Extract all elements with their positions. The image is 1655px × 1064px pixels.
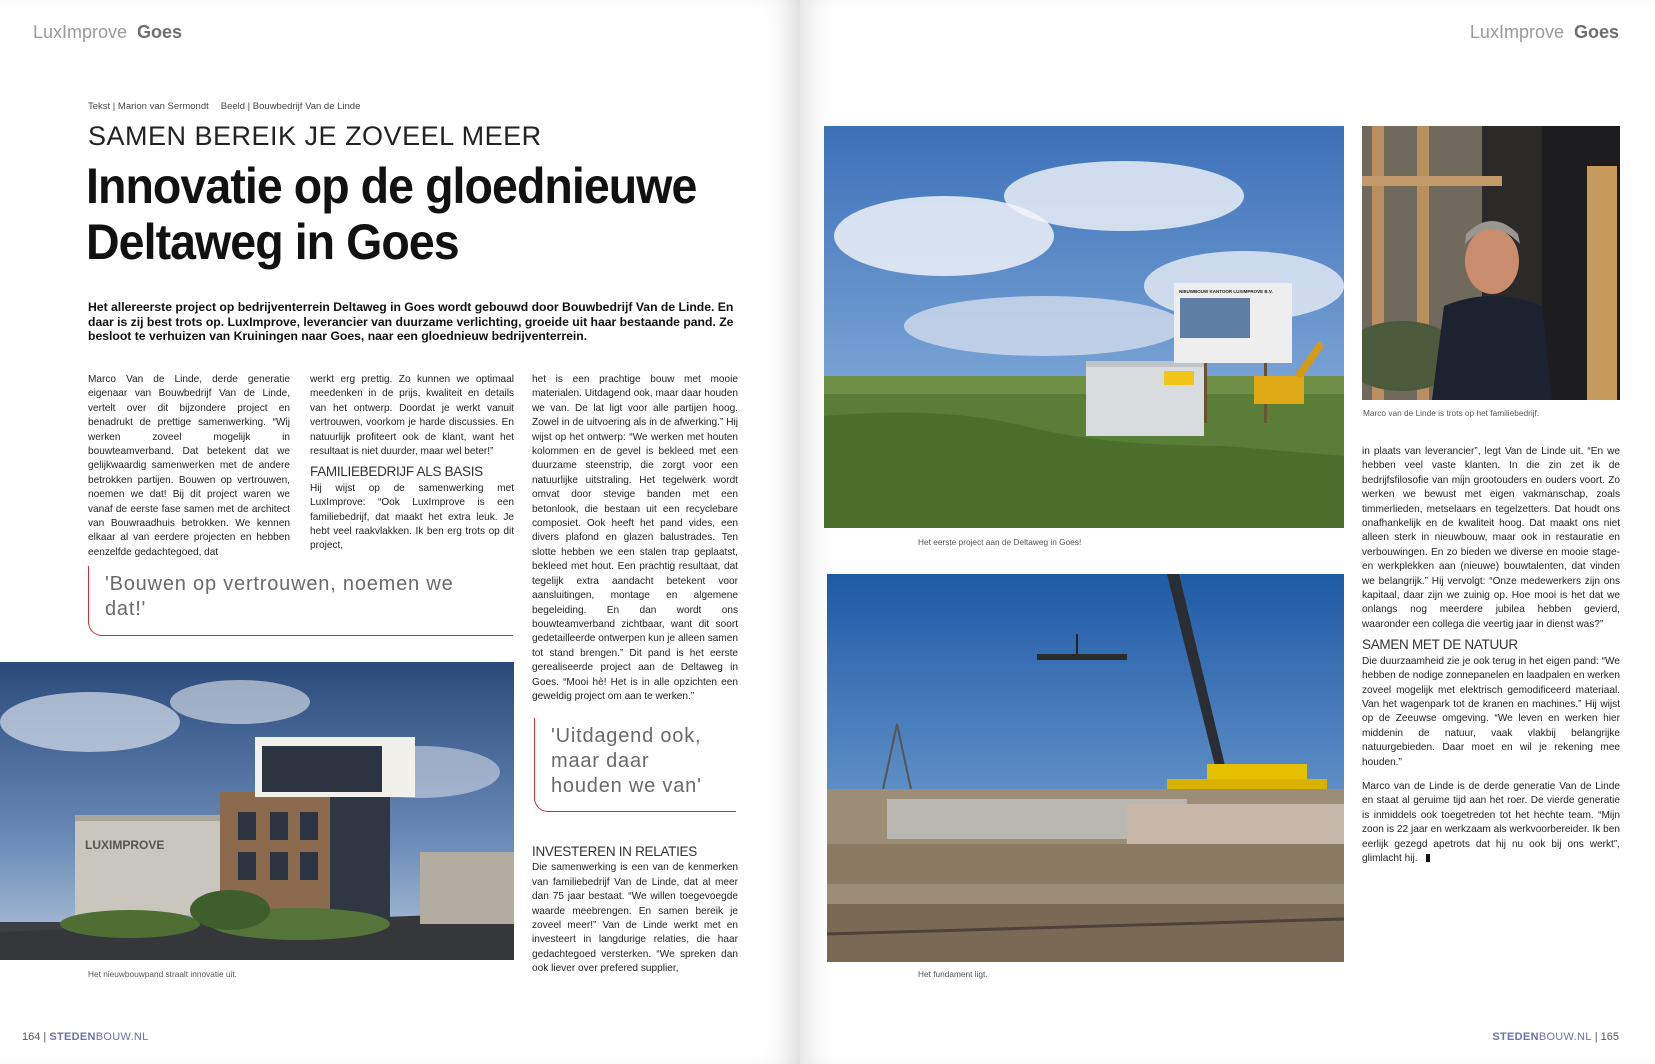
column-5-text-a: in plaats van leverancier”, legt Van de Linde uit. “En we hebben veel vaste klanten. In die zin zet ik de bedrijfsfilosofie van mijn grootouders en ouders voort. Zo werken we bewust met eigen vakmanschap, zoals timmerlieden, metselaars en tegelzetters. Dat houdt ons onafhankelijk en de kwaliteit hoog. Dat maakt ons niet alleen sterk in nieuwbouw, maar ook in restauratie en verbouwingen. En zo bieden we diverse en mooie stage- en werkplekken aan (nieuwe) bouwtalenten, dat vinden we belangrijk.” Hij vervolgt: “Onze medewerkers zijn ons kapitaal, daar zijn we zuinig op. Hoe mooi is het dat we onlangs nog meerdere jubilea hebben gevierd, waaronder een collega die veertig jaar in dienst was?” <box>1362 446 1620 630</box>
foundation-illustration <box>827 574 1344 962</box>
caption-render: Het nieuwbouwpand straalt innovatie uit. <box>88 969 237 979</box>
column-1 <box>88 373 290 566</box>
end-mark <box>1426 854 1430 862</box>
page-number-right: 165 <box>1600 1031 1619 1043</box>
header-brand: LuxImprove <box>33 22 128 42</box>
credit-image: Beeld | Bouwbedrijf Van de Linde <box>220 101 361 112</box>
footer-right: STEDENBOUW.NL | 165 <box>1492 1031 1619 1043</box>
pullquote-1: 'Bouwen op vertrouwen, noemen we dat!' <box>88 566 513 636</box>
running-header-right <box>1470 22 1619 43</box>
render-sign-text: LUXIMPROVE <box>85 838 165 852</box>
header-section-right: Goes <box>1573 22 1619 42</box>
column-1-text: Marco Van de Linde, derde generatie eigenaar van Bouwbedrijf Van de Linde, vertelt over dit bijzondere project en benadrukt de prettige samenwerking. “Wij werken zoveel mogelijk in bouwteamverband. Dat betekent dat we gelijkwaardig samenwerken met de andere betrokken partijen. Bouwen op vertrouwen, noemen we dat! Bij dit project waren we vanaf de eerste fase samen met de architect van Bouwraadhuis betrokken. We kennen elkaar al van eerdere projecten en hebben eenzelfde gedachtegoed, dat <box>88 374 290 558</box>
credits <box>88 101 360 112</box>
column-5-text-c: Marco van de Linde is de derde generatie Van de Linde en staat al geruime tijd aan het roer. De vierde generatie is inmiddels ook toegetreden tot het hechte team. “Mijn zoon is 22 jaar en werkzaam als werkvoorbereider. Ik ben eerlijk gezegd apetrots dat hij nu ook bij ons werkt”, glimlacht hij. <box>1362 780 1620 864</box>
portrait-photo <box>1362 126 1620 400</box>
header-brand-right: LuxImprove <box>1469 22 1564 42</box>
site-photo-illustration <box>824 126 1344 528</box>
caption-site: Het eerste project aan de Deltaweg in Goes! <box>918 537 1082 547</box>
footer-brand-left <box>49 1031 148 1043</box>
column-3 <box>532 373 738 710</box>
footer-brand-right <box>1492 1031 1591 1043</box>
footer-brand-bold-left: STEDEN <box>49 1031 96 1043</box>
column-3-text: het is een prachtige bouw met mooie materialen. Uitdagend ook, maar daar houden we van. De lat ligt voor alle partijen hoog. Zowel in de uitvoering als in de afwerking.” Hij wijst op het ontwerp: “We werken met houten kolommen en de gevel is bekleed met een duurzame steenstrip, die zorgt voor een natuurlijke uitstraling. Het tegelwerk wordt omvat door stevige banden met een betonlook, die bestaan uit een recyclebare composiet. Ook heeft het pand vides, een divers plafond en glazen balustrades. Ten slotte hebben we een stalen trap geplaatst, bekleed met hout. Een prachtig resultaat, dat tegelijk extra aandacht betekent voor aansluitingen, montage en algemene begeleiding. En dan wordt ons bouwteamverband zichtbaar, want dit soort gedetailleerde ontwerpen kun je alleen samen tot stand brengen.” Dit pand is het eerste gerealiseerde project aan de Deltaweg in Goes. “Mooi hè! Het is in alle opzichten een geweldig project om aan te werken.” <box>532 374 738 702</box>
column-4-text: Die samenwerking is een van de kenmerken van familiebedrijf Van de Linde, dat al meer dan 75 jaar bestaat. “We willen toegevoegde waarde meebrengen. En samen bereik je zoveel meer!” Van de Linde werkt met en investeert in langdurige relaties, die haar gedachtegoed versterken. “We spreken dan ook liever over prefered supplier, <box>532 862 738 975</box>
subhead-investeren: INVESTEREN IN RELATIES <box>532 844 697 859</box>
pullquote-2: 'Uitdagend ook, maar daar houden we van' <box>534 718 736 812</box>
page-number-left: 164 <box>22 1031 41 1043</box>
subhead-natuur: SAMEN MET DE NATUUR <box>1362 637 1518 653</box>
footer-brand-bold-right: STEDEN <box>1492 1031 1539 1043</box>
right-page <box>800 0 1655 1064</box>
caption-foundation: Het fundament ligt. <box>918 969 988 979</box>
column-5 <box>1362 445 1620 872</box>
footer-brand-lite-left: BOUW.NL <box>95 1031 149 1043</box>
credit-text: Tekst | Marion van Sermondt <box>88 101 209 112</box>
column-2-text-b: Hij wijst op de samenwerking met LuxImprove: “Ook LuxImprove is een familiebedrijf, dat maakt het extra leuk. Je hebt veel raakvlakken. Ik ben erg trots op dit project, <box>310 482 514 552</box>
footer-left: 164 | STEDENBOUW.NL <box>22 1031 149 1043</box>
intro: Het allereerste project op bedrijventerrein Deltaweg in Goes wordt gebouwd door Bouwbedrijf Van de Linde. En daar is zij best trots op. LuxImprove, leverancier van duurzame verlichting, groeide uit haar bestaande pand. Ze besloot te verhuizen van Kruiningen naar Goes, naar een gloednieuw bedrijventerrein. <box>88 300 734 343</box>
subhead-familiebedrijf: FAMILIEBEDRIJF ALS BASIS <box>310 464 483 480</box>
caption-portrait: Marco van de Linde is trots op het familiebedrijf. <box>1363 408 1540 418</box>
headline: Innovatie op de gloednieuwe Deltaweg in Goes <box>86 158 697 270</box>
running-header-left <box>33 22 182 43</box>
column-2 <box>310 373 514 560</box>
column-5-text-b: Die duurzaamheid zie je ook terug in het eigen pand: “We hebben de nodige zonnepanelen en laadpalen en werken zoveel mogelijk met elektrisch gemodificeerd materiaal. Van het wagenpark tot de kranen en machines.” Hij wijst op de Zeeuwse omgeving. “We leven en werken hier middenin de natuur, vaak vlakbij belangrijke natuurgebieden. Daar moet en wil je rekening mee houden.” <box>1362 655 1620 768</box>
left-page <box>0 0 800 1064</box>
column-4 <box>532 842 738 983</box>
site-sign-text: NIEUWBOUW KANTOOR LUXIMPROVE B.V. <box>1179 289 1273 294</box>
site-photo <box>824 126 1344 528</box>
kicker: SAMEN BEREIK JE ZOVEEL MEER <box>88 121 542 151</box>
column-2-text-a: werkt erg prettig. Zo kunnen we optimaal meedenken in de prijs, kwaliteit en details van het ontwerp. Doordat je werkt vanuit vertrouwen, voorkom je harde discussies. En natuurlijk profiteert ook de klant, want het resultaat is niet duurder, maar wel beter!” <box>310 374 514 458</box>
foundation-photo <box>827 574 1344 962</box>
column-5-text-c-wrap <box>1362 780 1620 866</box>
building-render-photo <box>0 662 514 960</box>
building-render-illustration <box>0 662 514 960</box>
header-section: Goes <box>137 22 183 42</box>
portrait-illustration <box>1362 126 1620 400</box>
footer-brand-lite-right: BOUW.NL <box>1538 1031 1592 1043</box>
